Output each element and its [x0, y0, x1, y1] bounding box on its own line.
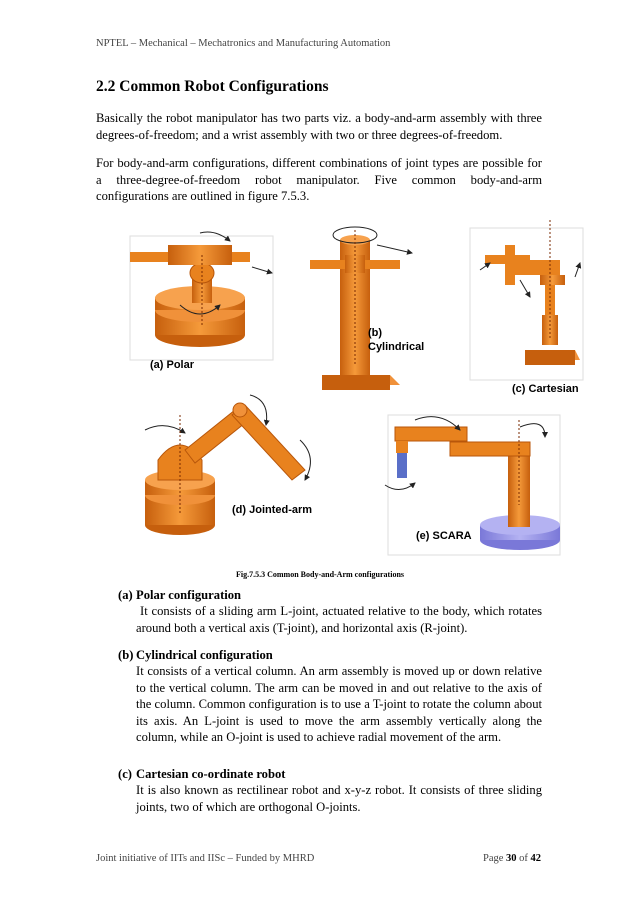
item-body: It is also known as rectilinear robot and x-y-z robot. It consists of three sliding joints, two of which are orthogonal O-joints. — [136, 783, 542, 814]
config-paragraph: For body-and-arm configurations, different combinations of joint types are possible for a three-degree-of-freedom robot manipulator. Five common body-and-arm configurations are outlined in figure 7.5.3. — [96, 156, 542, 203]
page-header: NPTEL – Mechanical – Mechatronics and Manufacturing Automation — [96, 38, 391, 49]
section-title: 2.2 Common Robot Configurations — [96, 78, 329, 95]
item-title: Cylindrical configuration — [136, 648, 273, 662]
list-item — [118, 647, 542, 746]
item-letter: (b) — [118, 648, 134, 662]
scara-label: (e) SCARA — [416, 530, 472, 542]
intro-paragraph: Basically the robot manipulator has two parts viz. a body-and-arm assembly with three degrees-of-freedom; and a wrist assembly with two or three degrees-of-freedom. — [96, 111, 542, 142]
cylindrical-robot — [310, 227, 412, 390]
list-item — [118, 766, 542, 815]
item-heading — [118, 587, 542, 603]
item-body: It consists of a sliding arm L-joint, actuated relative to the body, which rotates around both a vertical axis (T-joint), and horizontal axis (R-joint). — [136, 604, 542, 635]
item-body: It consists of a vertical column. An arm assembly is moved up or down relative to the vertical column. The arm can be moved in and out relative to the axis of the column. Common configuration is to use a T-joint to rotate the column about its axis. An L-joint is used to move the arm assembly vertically along the column, while an O-joint is used to achieve radial movement of the arm. — [136, 664, 542, 744]
page-number: Page 30 of 42 — [483, 853, 542, 864]
item-heading — [118, 647, 542, 663]
polar-label: (a) Polar — [150, 359, 195, 371]
figure-caption: Fig.7.5.3 Common Body-and-Arm configurations — [236, 570, 405, 579]
list-item — [118, 587, 542, 636]
item-title: Polar configuration — [136, 588, 242, 602]
cylindrical-label: Cylindrical — [368, 341, 425, 353]
footer-credit: Joint initiative of IITs and IISc – Funded by MHRD — [96, 853, 315, 864]
cartesian-robot — [470, 220, 583, 380]
robot-configurations-figure — [0, 205, 638, 570]
jointed-arm-label: (d) Jointed-arm — [232, 504, 313, 516]
item-letter: (a) — [118, 588, 133, 602]
cylindrical-label-letter: (b) — [368, 327, 383, 339]
item-heading — [118, 766, 542, 782]
item-title: Cartesian co-ordinate robot — [136, 767, 286, 781]
item-letter: (c) — [118, 767, 132, 781]
cartesian-label: (c) Cartesian — [512, 383, 579, 395]
polar-robot — [130, 232, 273, 360]
scara-robot — [385, 415, 560, 555]
